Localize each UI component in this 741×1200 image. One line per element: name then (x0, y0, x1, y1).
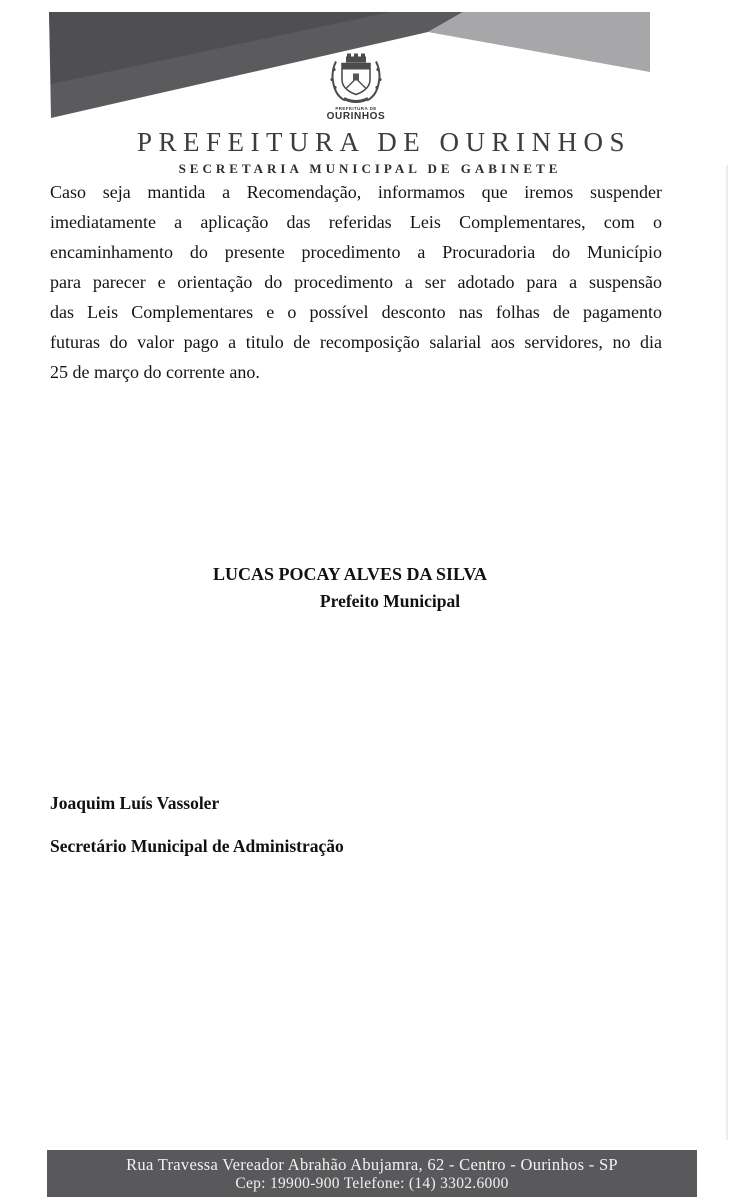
signature-secretary-name: Joaquim Luís Vassoler (50, 793, 220, 813)
coat-of-arms-icon (322, 53, 390, 106)
body-line: imediatamente a aplicação das referidas Leis Complementares, com o (50, 212, 662, 232)
banner-light-shape (428, 12, 650, 72)
body-line: futuras do valor pago a titulo de recomposição salarial aos servidores, no dia (50, 332, 662, 352)
body-line: encaminhamento do presente procedimento a Procuradoria do Município (50, 242, 662, 262)
letter-body (50, 177, 662, 387)
signature-secretary-role: Secretário Municipal de Administração (50, 836, 344, 856)
organization-subtitle: SECRETARIA MUNICIPAL DE GABINETE (178, 161, 562, 176)
body-line: para parecer e orientação do procedimento a ser adotado para a suspensão (50, 272, 662, 292)
crest-caption-top: PREFEITURA DE (335, 106, 377, 111)
footer-contact: Cep: 19900-900 Telefone: (14) 3302.6000 (235, 1175, 509, 1192)
scan-page-edge (726, 165, 728, 1140)
crest-caption-bottom: OURINHOS (326, 111, 386, 122)
body-line: Caso seja mantida a Recomendação, informamos que iremos suspender (50, 182, 662, 202)
footer-address: Rua Travessa Vereador Abrahão Abujamra, 62 - Centro - Ourinhos - SP (126, 1155, 618, 1174)
organization-title: PREFEITURA DE OURINHOS (136, 127, 632, 157)
signature-mayor-role: Prefeito Municipal (319, 591, 461, 611)
body-line: das Leis Complementares e o possível desconto nas folhas de pagamento (50, 302, 662, 322)
signature-mayor-name: LUCAS POCAY ALVES DA SILVA (212, 564, 488, 584)
body-line: 25 de março do corrente ano. (50, 362, 260, 382)
